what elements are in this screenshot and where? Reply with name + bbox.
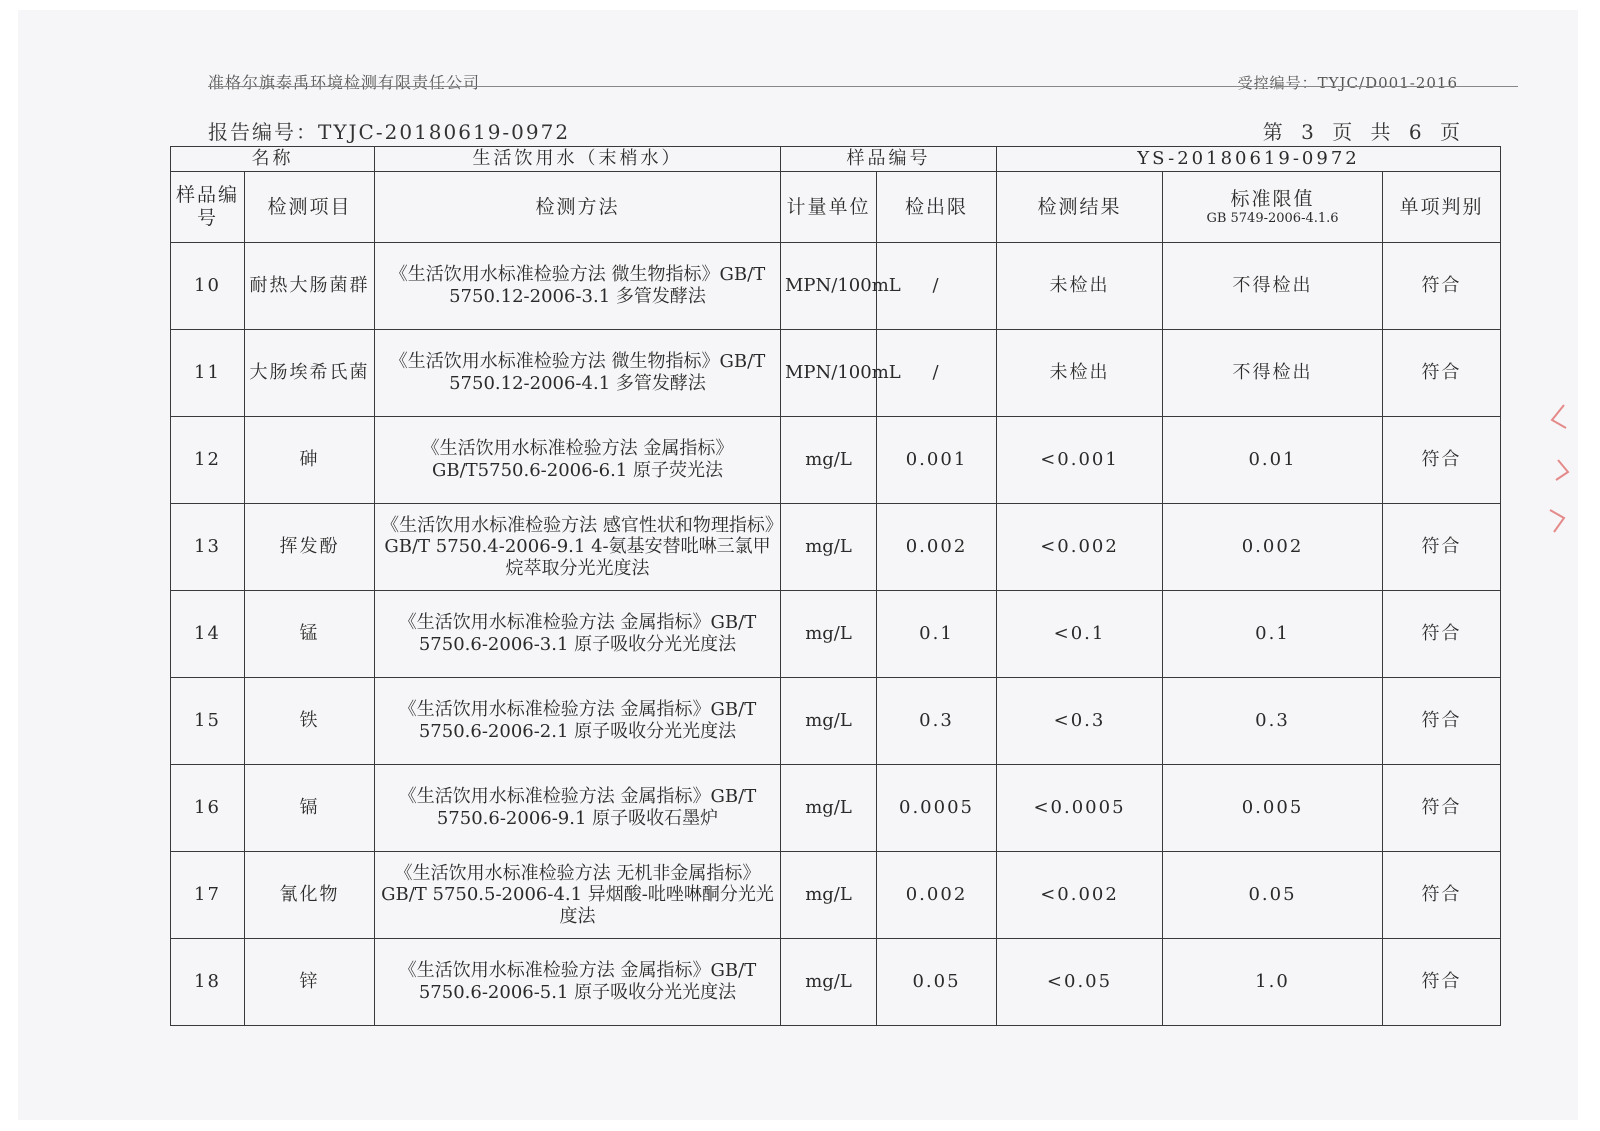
table-row [171, 678, 1501, 765]
name-label: 名称 [171, 147, 375, 172]
row-method: 《生活饮用水标准检验方法 金属指标》GB/T 5750.6-2006-5.1 原子吸收分光光度法 [375, 939, 781, 1026]
sample-name-row [171, 147, 1501, 172]
report-number: 报告编号：TYJC-20180619-0972 [208, 120, 571, 144]
row-method: 《生活饮用水标准检验方法 金属指标》GB/T 5750.6-2006-9.1 原子吸收石墨炉 [375, 765, 781, 852]
row-result: <0.002 [997, 504, 1163, 591]
row-unit: mg/L [781, 852, 877, 939]
row-item: 耐热大肠菌群 [245, 243, 375, 330]
row-sample-no: 17 [171, 852, 245, 939]
row-result: <0.1 [997, 591, 1163, 678]
row-result: <0.001 [997, 417, 1163, 504]
row-standard: 1.0 [1163, 939, 1383, 1026]
row-standard: 0.3 [1163, 678, 1383, 765]
row-verdict: 符合 [1383, 678, 1501, 765]
row-result: <0.05 [997, 939, 1163, 1026]
table-row [171, 504, 1501, 591]
row-unit: mg/L [781, 765, 877, 852]
row-sample-no: 18 [171, 939, 245, 1026]
row-item: 氰化物 [245, 852, 375, 939]
col-result: 检测结果 [997, 172, 1163, 243]
row-limit: / [877, 243, 997, 330]
row-standard: 0.05 [1163, 852, 1383, 939]
col-standard-label: 标准限值 [1230, 187, 1315, 210]
row-sample-no: 15 [171, 678, 245, 765]
row-item: 镉 [245, 765, 375, 852]
page-indicator: 第 3 页 共 6 页 [1262, 120, 1466, 144]
row-verdict: 符合 [1383, 330, 1501, 417]
test-results-table [170, 146, 1501, 1026]
row-verdict: 符合 [1383, 243, 1501, 330]
col-verdict: 单项判别 [1383, 172, 1501, 243]
row-sample-no: 10 [171, 243, 245, 330]
row-verdict: 符合 [1383, 852, 1501, 939]
row-unit: mg/L [781, 678, 877, 765]
row-limit: 0.002 [877, 504, 997, 591]
header-divider [208, 86, 1518, 87]
col-standard-code: GB 5749-2006-4.1.6 [1206, 210, 1339, 226]
row-standard: 0.1 [1163, 591, 1383, 678]
table-row [171, 243, 1501, 330]
row-item: 锌 [245, 939, 375, 1026]
row-standard: 0.01 [1163, 417, 1383, 504]
row-standard: 0.002 [1163, 504, 1383, 591]
row-sample-no: 11 [171, 330, 245, 417]
row-item: 锰 [245, 591, 375, 678]
row-sample-no: 12 [171, 417, 245, 504]
row-item: 大肠埃希氏菌 [245, 330, 375, 417]
table-row [171, 852, 1501, 939]
row-unit: MPN/100mL [781, 243, 877, 330]
col-limit: 检出限 [877, 172, 997, 243]
row-standard: 不得检出 [1163, 330, 1383, 417]
table-row [171, 330, 1501, 417]
row-standard: 0.005 [1163, 765, 1383, 852]
table-body [171, 147, 1501, 1026]
row-limit: 0.002 [877, 852, 997, 939]
table-row [171, 591, 1501, 678]
row-unit: mg/L [781, 417, 877, 504]
row-method: 《生活饮用水标准检验方法 微生物指标》GB/T 5750.12-2006-4.1 多管发酵法 [375, 330, 781, 417]
row-unit: mg/L [781, 504, 877, 591]
row-standard: 不得检出 [1163, 243, 1383, 330]
row-sample-no: 14 [171, 591, 245, 678]
row-verdict: 符合 [1383, 417, 1501, 504]
sample-value: YS-20180619-0972 [997, 147, 1501, 172]
col-standard [1163, 172, 1383, 243]
table-row [171, 939, 1501, 1026]
row-limit: 0.0005 [877, 765, 997, 852]
col-method: 检测方法 [375, 172, 781, 243]
row-item: 铁 [245, 678, 375, 765]
row-result: 未检出 [997, 243, 1163, 330]
row-result: <0.002 [997, 852, 1163, 939]
row-verdict: 符合 [1383, 765, 1501, 852]
col-item: 检测项目 [245, 172, 375, 243]
row-result: <0.0005 [997, 765, 1163, 852]
column-header-row [171, 172, 1501, 243]
row-sample-no: 13 [171, 504, 245, 591]
row-method: 《生活饮用水标准检验方法 无机非金属指标》GB/T 5750.5-2006-4.1 异烟酸-吡唑啉酮分光光度法 [375, 852, 781, 939]
col-sample-no: 样品编号 [171, 172, 245, 243]
col-unit: 计量单位 [781, 172, 877, 243]
row-limit: 0.05 [877, 939, 997, 1026]
row-limit: / [877, 330, 997, 417]
row-item: 挥发酚 [245, 504, 375, 591]
row-result: 未检出 [997, 330, 1163, 417]
row-item: 砷 [245, 417, 375, 504]
row-verdict: 符合 [1383, 939, 1501, 1026]
table-row [171, 417, 1501, 504]
row-method: 《生活饮用水标准检验方法 金属指标》GB/T5750.6-2006-6.1 原子荧光法 [375, 417, 781, 504]
name-value: 生活饮用水（末梢水） [375, 147, 781, 172]
row-method: 《生活饮用水标准检验方法 金属指标》GB/T 5750.6-2006-3.1 原子吸收分光光度法 [375, 591, 781, 678]
row-method: 《生活饮用水标准检验方法 感官性状和物理指标》GB/T 5750.4-2006-9.1 4-氨基安替吡啉三氯甲烷萃取分光光度法 [375, 504, 781, 591]
company-name: 准格尔旗泰禹环境检测有限责任公司 [208, 73, 481, 92]
row-limit: 0.001 [877, 417, 997, 504]
row-unit: mg/L [781, 591, 877, 678]
seal-stamp-edge-icon [1544, 400, 1572, 540]
row-unit: MPN/100mL [781, 330, 877, 417]
row-unit: mg/L [781, 939, 877, 1026]
row-verdict: 符合 [1383, 591, 1501, 678]
row-method: 《生活饮用水标准检验方法 金属指标》GB/T 5750.6-2006-2.1 原子吸收分光光度法 [375, 678, 781, 765]
table-row [171, 765, 1501, 852]
control-number: 受控编号：TYJC/D001-2016 [1237, 74, 1458, 92]
row-verdict: 符合 [1383, 504, 1501, 591]
sample-label: 样品编号 [781, 147, 997, 172]
row-limit: 0.3 [877, 678, 997, 765]
row-result: <0.3 [997, 678, 1163, 765]
row-limit: 0.1 [877, 591, 997, 678]
row-sample-no: 16 [171, 765, 245, 852]
row-method: 《生活饮用水标准检验方法 微生物指标》GB/T 5750.12-2006-3.1 多管发酵法 [375, 243, 781, 330]
